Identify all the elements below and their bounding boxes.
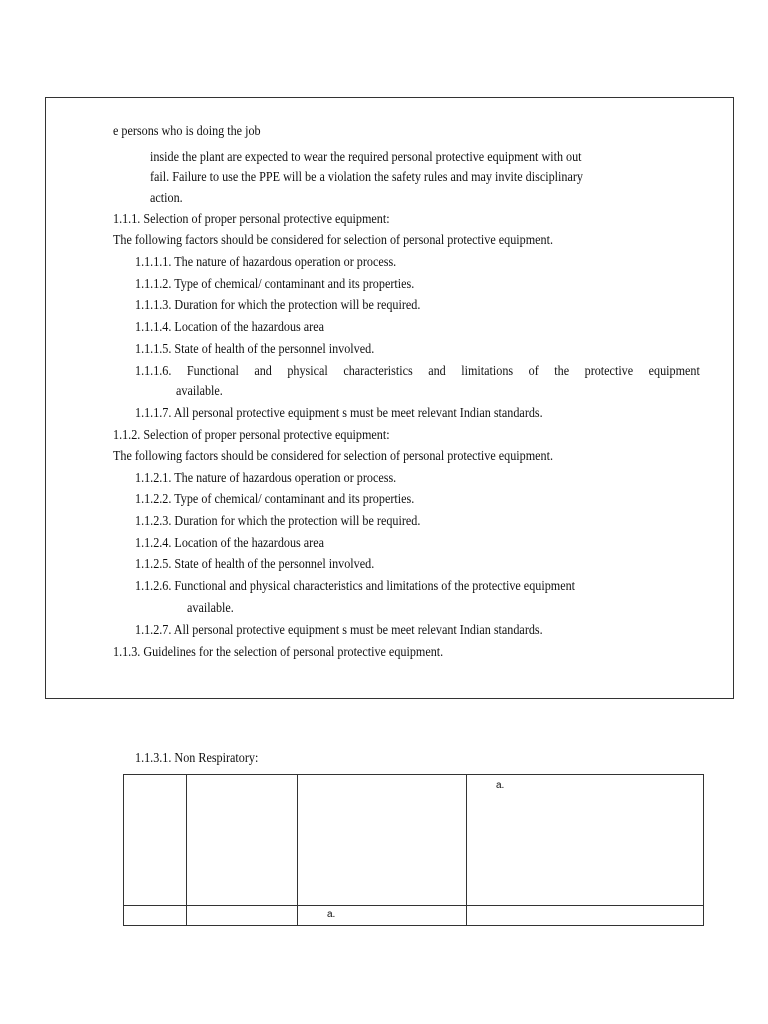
table-cell [187,906,298,926]
table-row [124,906,704,926]
list-item-1123: 1.1.2.3. Duration for which the protection will be required. [135,513,421,528]
intro-line-1: e persons who is doing the job [113,123,261,138]
list-item-1126-cont: available. [187,600,234,615]
list-item-1117: 1.1.1.7. All personal protective equipment s must be meet relevant Indian standards. [135,405,543,420]
intro-line-4: action. [150,190,183,205]
table-cell-text: a. [327,909,336,920]
list-item-1115: 1.1.1.5. State of health of the personnel involved. [135,341,375,356]
list-item-1121: 1.1.2.1. The nature of hazardous operation or process. [135,470,397,485]
list-item-1114: 1.1.1.4. Location of the hazardous area [135,319,325,334]
list-item-1126: 1.1.2.6. Functional and physical characteristics and limitations of the protective equipment [135,578,576,593]
section-112-heading: 1.1.2. Selection of proper personal protective equipment: [113,427,390,442]
section-1131-heading: 1.1.3.1. Non Respiratory: [135,750,259,765]
list-item-1112: 1.1.1.2. Type of chemical/ contaminant and its properties. [135,276,415,291]
table-cell [124,775,187,906]
list-item-1125: 1.1.2.5. State of health of the personnel involved. [135,556,375,571]
table-cell [298,906,467,926]
list-item-1124: 1.1.2.4. Location of the hazardous area [135,535,325,550]
table-cell [124,906,187,926]
list-item-1122: 1.1.2.2. Type of chemical/ contaminant and its properties. [135,491,415,506]
table-cell [298,775,467,906]
section-111-intro: The following factors should be considered for selection of personal protective equipment. [113,232,554,247]
table-row [124,775,704,906]
table-cell [187,775,298,906]
intro-line-2: inside the plant are expected to wear the required personal protective equipment with out [150,149,582,164]
list-item-1116-cont: available. [176,383,223,398]
content-box [45,97,734,699]
list-item-1127: 1.1.2.7. All personal protective equipment s must be meet relevant Indian standards. [135,622,543,637]
section-112-intro: The following factors should be considered for selection of personal protective equipment. [113,448,554,463]
non-respiratory-table [123,774,704,926]
list-item-1111: 1.1.1.1. The nature of hazardous operation or process. [135,254,397,269]
table-cell-text: a. [496,780,505,791]
section-113-heading: 1.1.3. Guidelines for the selection of personal protective equipment. [113,644,444,659]
intro-line-3: fail. Failure to use the PPE will be a violation the safety rules and may invite disciplinary [150,169,583,184]
table-cell [467,906,704,926]
list-item-1113: 1.1.1.3. Duration for which the protection will be required. [135,297,421,312]
table-cell [467,775,704,906]
section-111-heading: 1.1.1. Selection of proper personal protective equipment: [113,211,390,226]
list-item-1116: 1.1.1.6. Functional and physical characteristics and limitations of the protective equipment [135,363,700,378]
